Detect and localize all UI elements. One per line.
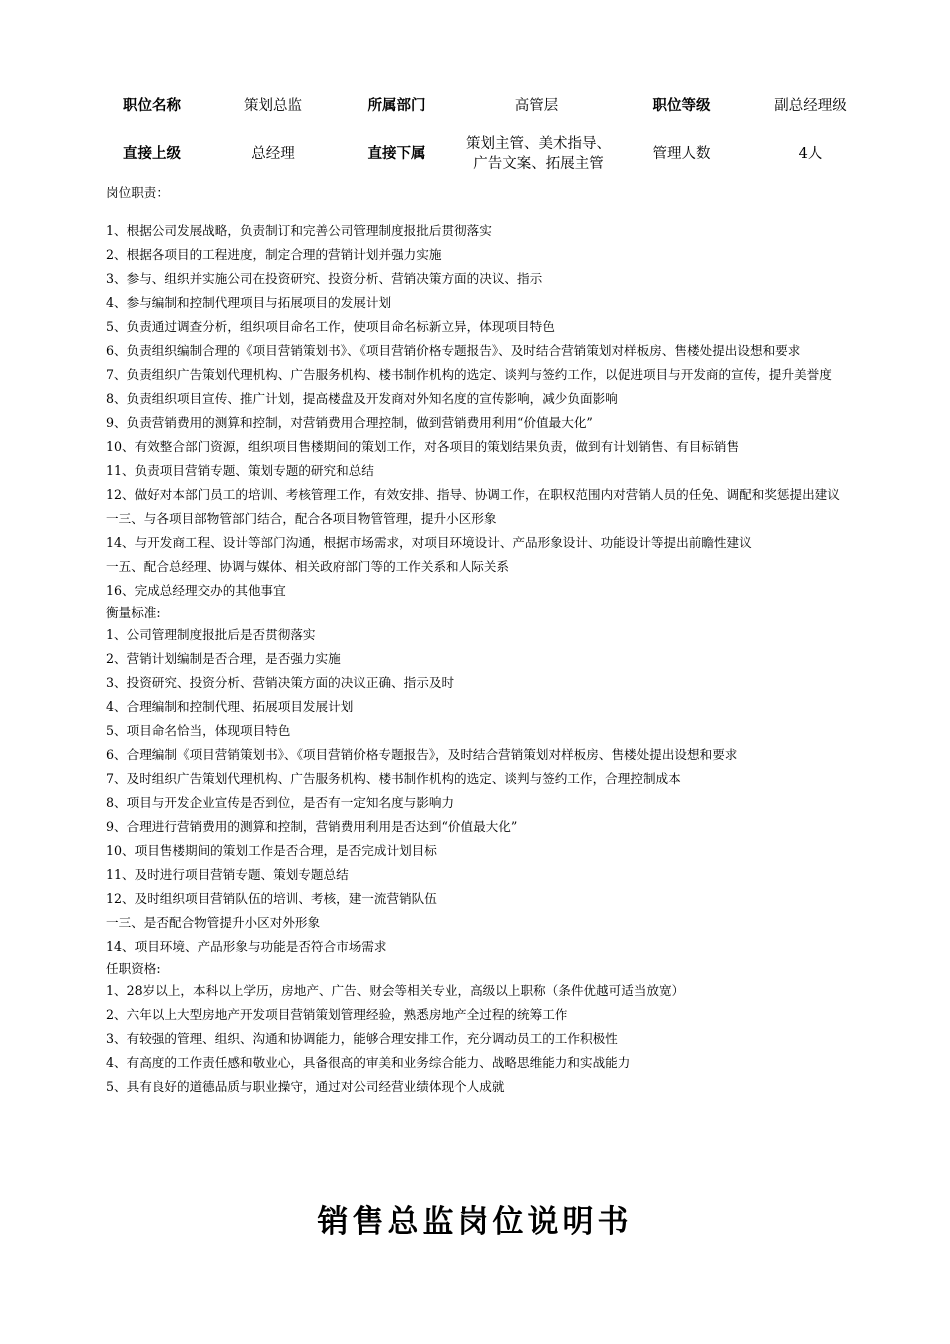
spacer bbox=[106, 203, 850, 219]
job-info-row-1 bbox=[92, 88, 872, 124]
duty-item: 3、参与、组织并实施公司在投资研究、投资分析、营销决策方面的决议、指示 bbox=[106, 271, 543, 286]
duty-item: 2、根据各项目的工程进度，制定合理的营销计划并强力实施 bbox=[106, 247, 442, 262]
standard-item: 3、投资研究、投资分析、营销决策方面的决议正确、指示及时 bbox=[106, 675, 455, 690]
duty-item: 8、负责组织项目宣传、推广计划，提高楼盘及开发商对外知名度的宣传影响，减少负面影响 bbox=[106, 391, 618, 406]
standard-item: 14、项目环境、产品形象与功能是否符合市场需求 bbox=[106, 939, 387, 954]
qualification-item: 1、28岁以上，本科以上学历，房地产、广告、财会等相关专业，高级以上职称（条件优越可适当放宽） bbox=[106, 983, 685, 998]
standard-item: 10、项目售楼期间的策划工作是否合理，是否完成计划目标 bbox=[106, 843, 437, 858]
job-info-table bbox=[92, 88, 872, 184]
duty-item: 16、完成总经理交办的其他事宜 bbox=[106, 583, 286, 598]
duty-item: 12、做好对本部门员工的培训、考核管理工作，有效安排、指导、协调工作，在职权范围内对营销人员的任免、调配和奖惩提出建议 bbox=[106, 487, 840, 502]
qualification-item: 2、六年以上大型房地产开发项目营销策划管理经验，熟悉房地产全过程的统筹工作 bbox=[106, 1007, 568, 1022]
duty-item: 4、参与编制和控制代理项目与拓展项目的发展计划 bbox=[106, 295, 392, 310]
job-info-row-2 bbox=[92, 124, 872, 184]
duty-item: 10、有效整合部门资源，组织项目售楼期间的策划工作，对各项目的策划结果负责，做到有计划销售、有目标销售 bbox=[106, 439, 740, 454]
position-name-value: 策划总监 bbox=[244, 98, 302, 114]
department-value: 高管层 bbox=[514, 98, 559, 114]
standard-item: 4、合理编制和控制代理、拓展项目发展计划 bbox=[106, 699, 354, 714]
duty-item: 一三、与各项目部物管部门结合，配合各项目物管管理，提升小区形象 bbox=[106, 511, 497, 526]
standards-list bbox=[106, 623, 850, 959]
duty-item: 一五、配合总经理、协调与媒体、相关政府部门等的工作关系和人际关系 bbox=[106, 559, 509, 574]
qualification-item: 3、有较强的管理、组织、沟通和协调能力，能够合理安排工作，充分调动员工的工作积极性 bbox=[106, 1031, 618, 1046]
standard-item: 7、及时组织广告策划代理机构、广告服务机构、楼书制作机构的选定、谈判与签约工作，合理控制成本 bbox=[106, 771, 681, 786]
qualifications-list bbox=[106, 979, 850, 1099]
department-label: 所属部门 bbox=[367, 98, 426, 114]
standard-item: 1、公司管理制度报批后是否贯彻落实 bbox=[106, 627, 316, 642]
duties-list bbox=[106, 219, 850, 603]
position-name-label: 职位名称 bbox=[123, 98, 181, 114]
qualification-item: 4、有高度的工作责任感和敬业心，具备很高的审美和业务综合能力、战略思维能力和实战能力 bbox=[106, 1055, 631, 1070]
next-document-title: 销售总监岗位说明书 bbox=[317, 1204, 633, 1240]
standard-item: 6、合理编制《项目营销策划书》、《项目营销价格专题报告》，及时结合营销策划对样板房、售楼处提出设想和要求 bbox=[106, 747, 738, 762]
headcount-label: 管理人数 bbox=[652, 146, 711, 162]
standard-item: 8、项目与开发企业宣传是否到位，是否有一定知名度与影响力 bbox=[106, 795, 455, 810]
duty-item: 14、与开发商工程、设计等部门沟通，根据市场需求，对项目环境设计、产品形象设计、功能设计等提出前瞻性建议 bbox=[106, 535, 752, 550]
standard-item: 11、及时进行项目营销专题、策划专题总结 bbox=[106, 867, 349, 882]
standard-item: 9、合理进行营销费用的测算和控制，营销费用利用是否达到“价值最大化” bbox=[106, 819, 518, 834]
grade-label: 职位等级 bbox=[652, 98, 711, 114]
duty-item: 7、负责组织广告策划代理机构、广告服务机构、楼书制作机构的选定、谈判与签约工作，以促进项目与开发商的宣传，提升美誉度 bbox=[106, 367, 832, 382]
qualifications-heading: 任职资格: bbox=[106, 961, 161, 976]
subordinates-label: 直接下属 bbox=[367, 146, 426, 162]
standard-item: 5、项目命名恰当，体现项目特色 bbox=[106, 723, 291, 738]
subordinates-value: 策划主管、美术指导、广告文案、拓展主管 bbox=[466, 136, 611, 172]
duty-item: 11、负责项目营销专题、策划专题的研究和总结 bbox=[106, 463, 374, 478]
standards-heading: 衡量标准: bbox=[106, 605, 161, 620]
duty-item: 1、根据公司发展战略，负责制订和完善公司管理制度报批后贯彻落实 bbox=[106, 223, 492, 238]
standard-item: 一三、是否配合物管提升小区对外形象 bbox=[106, 915, 321, 930]
supervisor-value: 总经理 bbox=[251, 146, 295, 162]
standard-item: 12、及时组织项目营销队伍的培训、考核，建一流营销队伍 bbox=[106, 891, 437, 906]
standard-item: 2、营销计划编制是否合理，是否强力实施 bbox=[106, 651, 341, 666]
qualification-item: 5、具有良好的道德品质与职业操守，通过对公司经营业绩体现个人成就 bbox=[106, 1079, 505, 1094]
duty-item: 5、负责通过调查分析，组织项目命名工作，使项目命名标新立异，体现项目特色 bbox=[106, 319, 555, 334]
duties-heading: 岗位职责： bbox=[106, 185, 169, 200]
headcount-value: 4人 bbox=[798, 146, 823, 162]
duty-item: 9、负责营销费用的测算和控制，对营销费用合理控制，做到营销费用利用“价值最大化” bbox=[106, 415, 593, 430]
grade-value: 副总经理级 bbox=[774, 98, 847, 114]
supervisor-label: 直接上级 bbox=[123, 146, 181, 162]
document-body bbox=[106, 183, 850, 1099]
duty-item: 6、负责组织编制合理的《项目营销策划书》、《项目营销价格专题报告》、及时结合营销策划对样板房、售楼处提出设想和要求 bbox=[106, 343, 801, 358]
